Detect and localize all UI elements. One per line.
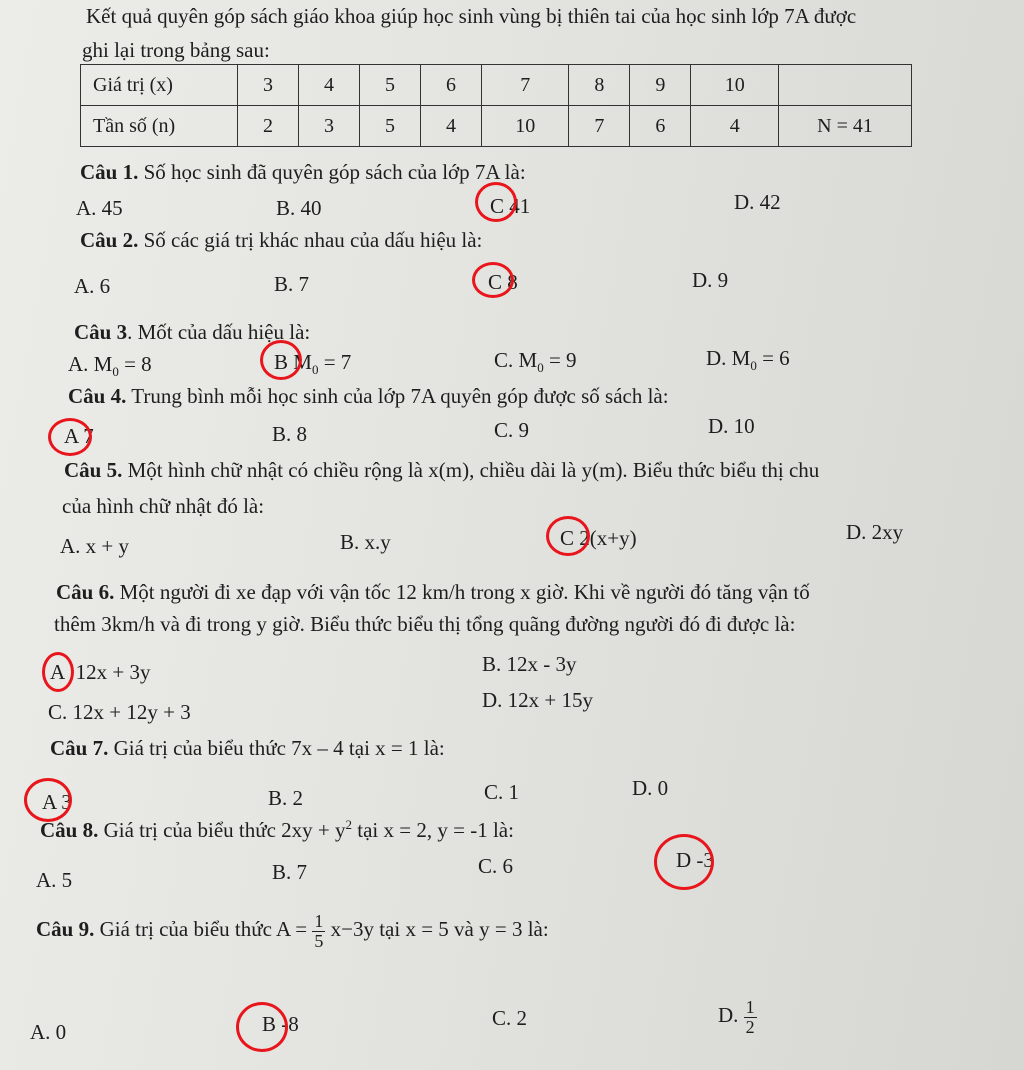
option-letter: C (490, 194, 505, 218)
q7-option-c: C. 1 (484, 780, 520, 804)
question-label: Câu 2. (80, 228, 139, 252)
question-8: Câu 8. Giá trị của biểu thức $2xy + y^2$ tại x = 2, y = -1 là: (40, 817, 514, 842)
question-text: Trung bình mỗi học sinh của lớp 7A quyên góp được số sách là: (131, 384, 669, 408)
fraction: $\frac{1}{5}$ (314, 911, 324, 951)
table-cell: 4 (420, 106, 481, 147)
question-label: Câu 8. (40, 818, 99, 842)
option-value: 12x + 3y (75, 660, 151, 684)
question-9: Câu 9. Giá trị của biểu thức A = $\frac{1}{5}$ x−3y tại x = 5 và y = 3 là: (36, 911, 549, 951)
answer-circle-mark (42, 652, 74, 692)
answer-circle-mark (546, 516, 590, 556)
option-letter: C (488, 270, 503, 294)
table-cell: 2 (238, 106, 299, 147)
q5-option-b: B. x.y (340, 530, 391, 554)
question-label: Câu 1. (80, 160, 139, 184)
q9-option-d: D. $\frac{1}{2}$ (718, 997, 755, 1037)
q2-option-b: B. 7 (274, 272, 310, 296)
q2-option-d: D. 9 (692, 268, 729, 292)
table-cell: 3 (238, 65, 299, 106)
question-5 (64, 460, 819, 481)
table-row-frequency (81, 106, 912, 147)
question-label: Câu 3 (74, 320, 128, 344)
table-cell: 3 (298, 106, 359, 147)
table-cell: 5 (359, 65, 420, 106)
question-text: Một hình chữ nhật có chiều rộng là x(m), chiều dài là y(m). Biểu thức biểu thị chu (127, 458, 820, 482)
q4-option-d: D. 10 (708, 414, 755, 438)
table-cell (779, 65, 912, 106)
answer-circle-mark (260, 340, 302, 380)
table-cell: 4 (298, 65, 359, 106)
table-cell: 7 (569, 106, 630, 147)
answer-circle-mark (236, 1002, 288, 1052)
q7-option-b: B. 2 (268, 786, 304, 810)
frequency-table (80, 64, 912, 147)
question-2 (80, 230, 482, 251)
option-letter: A (64, 424, 79, 448)
option-letter: D (676, 848, 692, 872)
question-text: Số các giá trị khác nhau của dấu hiệu là: (143, 228, 483, 252)
q4-option-c: C. 9 (494, 418, 530, 442)
option-value: -3 (696, 848, 714, 872)
answer-circle-mark (24, 778, 72, 822)
q8-option-c: C. 6 (478, 854, 514, 878)
fraction: $\frac{1}{2}$ (745, 997, 755, 1037)
option-letter: C (560, 526, 575, 550)
q2-option-a: A. 6 (74, 274, 111, 298)
option-value: -8 (281, 1012, 299, 1036)
table-cell: N = 41 (779, 106, 912, 147)
question-label: Câu 5. (64, 458, 123, 482)
option-letter: B (262, 1012, 277, 1036)
q7-option-d: D. 0 (632, 776, 669, 800)
question-label: Câu 7. (50, 736, 109, 760)
question-label: Câu 6. (56, 580, 115, 604)
table-cell: 10 (481, 106, 569, 147)
table-cell: 9 (630, 65, 691, 106)
question-text: Giá trị của biểu thức 7x – 4 tại x = 1 là: (113, 736, 445, 760)
intro-line-2: ghi lại trong bảng sau: (82, 38, 270, 62)
q6-option-c: C. 12x + 12y + 3 (48, 700, 191, 724)
option-letter: A (50, 660, 66, 684)
intro-line-1: Kết quả quyên góp sách giáo khoa giúp học sinh vùng bị thiên tai của học sinh lớp 7A được (86, 4, 857, 28)
q8-option-b: B. 7 (272, 860, 308, 884)
table-row-values (81, 65, 912, 106)
answer-circle-mark (654, 834, 714, 890)
table-cell: 7 (481, 65, 569, 106)
table-cell: 10 (691, 65, 779, 106)
option-value: 7 (83, 424, 94, 448)
q3-option-d: D. $M_0 = 6$ (706, 346, 790, 374)
answer-circle-mark (475, 182, 517, 222)
question-label: Câu 9. (36, 917, 95, 942)
option-value: 2(x+y) (579, 526, 637, 550)
table-cell: 5 (359, 106, 420, 147)
table-cell: 8 (569, 65, 630, 106)
table-cell: Tần số (n) (81, 106, 238, 147)
question-text: . Mốt của dấu hiệu là: (127, 320, 311, 344)
answer-circle-mark (472, 262, 514, 298)
question-6-line-2: thêm 3km/h và đi trong y giờ. Biểu thức biểu thị tổng quãng đường người đó đi được là: (54, 612, 796, 636)
q3-option-c: C. $M_0 = 9$ (494, 348, 577, 376)
question-5-line-2: của hình chữ nhật đó là: (62, 494, 265, 518)
question-label: Câu 4. (68, 384, 127, 408)
answer-circle-mark (48, 418, 92, 456)
option-value: 8 (507, 270, 518, 294)
option-letter: A (42, 790, 57, 814)
table-cell: 4 (691, 106, 779, 147)
table-cell: 6 (420, 65, 481, 106)
q1-option-d: D. 42 (734, 190, 781, 214)
q1-option-b: B. 40 (276, 196, 322, 220)
q5-option-d: D. 2xy (846, 520, 904, 544)
q9-option-c: C. 2 (492, 1006, 528, 1030)
question-4 (68, 386, 669, 407)
q5-option-a: A. x + y (60, 534, 130, 558)
question-7 (50, 738, 445, 759)
q3-option-a: A. $M_0 = 8$ (68, 352, 152, 380)
q6-option-b: B. 12x - 3y (482, 652, 577, 676)
question-text: Số học sinh đã quyên góp sách của lớp 7A là: (143, 160, 526, 184)
q4-option-b: B. 8 (272, 422, 308, 446)
q1-option-a: A. 45 (76, 196, 123, 220)
q8-option-a: A. 5 (36, 868, 73, 892)
option-value: 3 (61, 790, 72, 814)
question-text: Một người đi xe đạp với vận tốc 12 km/h trong x giờ. Khi về người đó tăng vận tố (119, 580, 810, 604)
option-value: 41 (509, 194, 531, 218)
table-cell: Giá trị (x) (81, 65, 238, 106)
q3-option-b: B $M_0 = 7$ (274, 350, 352, 378)
table-cell: 6 (630, 106, 691, 147)
question-6 (56, 582, 810, 603)
q9-option-a: A. 0 (30, 1020, 67, 1044)
q6-option-d: D. 12x + 15y (482, 688, 594, 712)
question-1 (80, 162, 526, 183)
option-letter: B (274, 350, 289, 374)
